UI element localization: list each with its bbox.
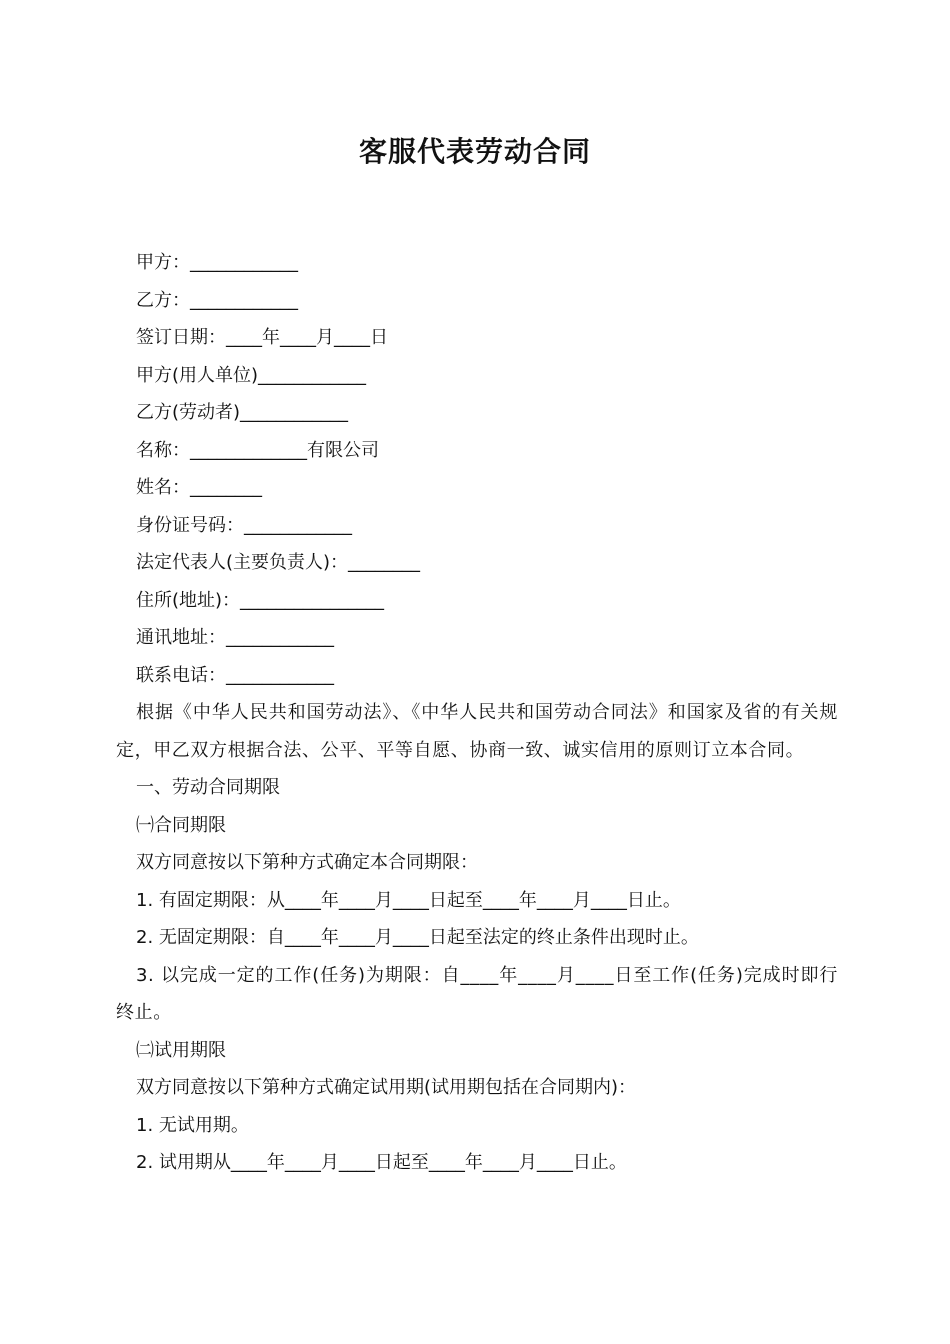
employer-line: 甲方(用人单位)____________ bbox=[136, 364, 367, 386]
term-option-open: 2. 无固定期限：自____年____月____日起至法定的终止条件出现时止。 bbox=[136, 927, 699, 948]
company-name-line: 名称：_____________有限公司 bbox=[136, 439, 379, 461]
residence-line: 住所(地址)：________________ bbox=[136, 589, 385, 611]
subsection-intro: 双方同意按以下第种方式确定试用期(试用期包括在合同期内)： bbox=[136, 1077, 637, 1098]
term-option-fixed: 1. 有固定期限：从____年____月____日起至____年____月____日止。 bbox=[136, 889, 681, 911]
party-b-line: 乙方：____________ bbox=[136, 289, 298, 311]
document-title: 客服代表劳动合同 bbox=[358, 135, 591, 168]
section-heading: 一、劳动合同期限 bbox=[136, 777, 280, 798]
phone-line: 联系电话：____________ bbox=[136, 664, 334, 686]
subsection-heading: ㈡试用期限 bbox=[136, 1039, 226, 1061]
intro-paragraph: 根据《中华人民共和国劳动法》、《中华人民共和国劳动合同法》和国家及省的有关规定，甲乙双方根据合法、公平、平等自愿、协商一致、诚实信用的原则订立本合同。 bbox=[116, 702, 838, 761]
party-a-line: 甲方：____________ bbox=[136, 252, 298, 273]
employee-line: 乙方(劳动者)____________ bbox=[136, 402, 349, 423]
probation-option-none: 1. 无试用期。 bbox=[136, 1114, 249, 1136]
subsection-heading: ㈠合同期限 bbox=[136, 814, 226, 836]
document-body bbox=[116, 244, 838, 1182]
mailing-address-line: 通讯地址：____________ bbox=[136, 627, 334, 648]
subsection-intro: 双方同意按以下第种方式确定本合同期限： bbox=[136, 852, 478, 873]
legal-representative-line: 法定代表人(主要负责人)：________ bbox=[136, 552, 421, 573]
signing-date-line: 签订日期：____年____月____日 bbox=[136, 327, 388, 348]
person-name-line: 姓名：________ bbox=[136, 477, 262, 498]
id-number-line: 身份证号码：____________ bbox=[136, 514, 352, 536]
probation-option-period: 2. 试用期从____年____月____日起至____年____月____日止。 bbox=[136, 1152, 627, 1173]
term-option-task: 3. 以完成一定的工作(任务)为期限：自____年____月____日至工作(任务)完成时即行终止。 bbox=[116, 964, 838, 1023]
